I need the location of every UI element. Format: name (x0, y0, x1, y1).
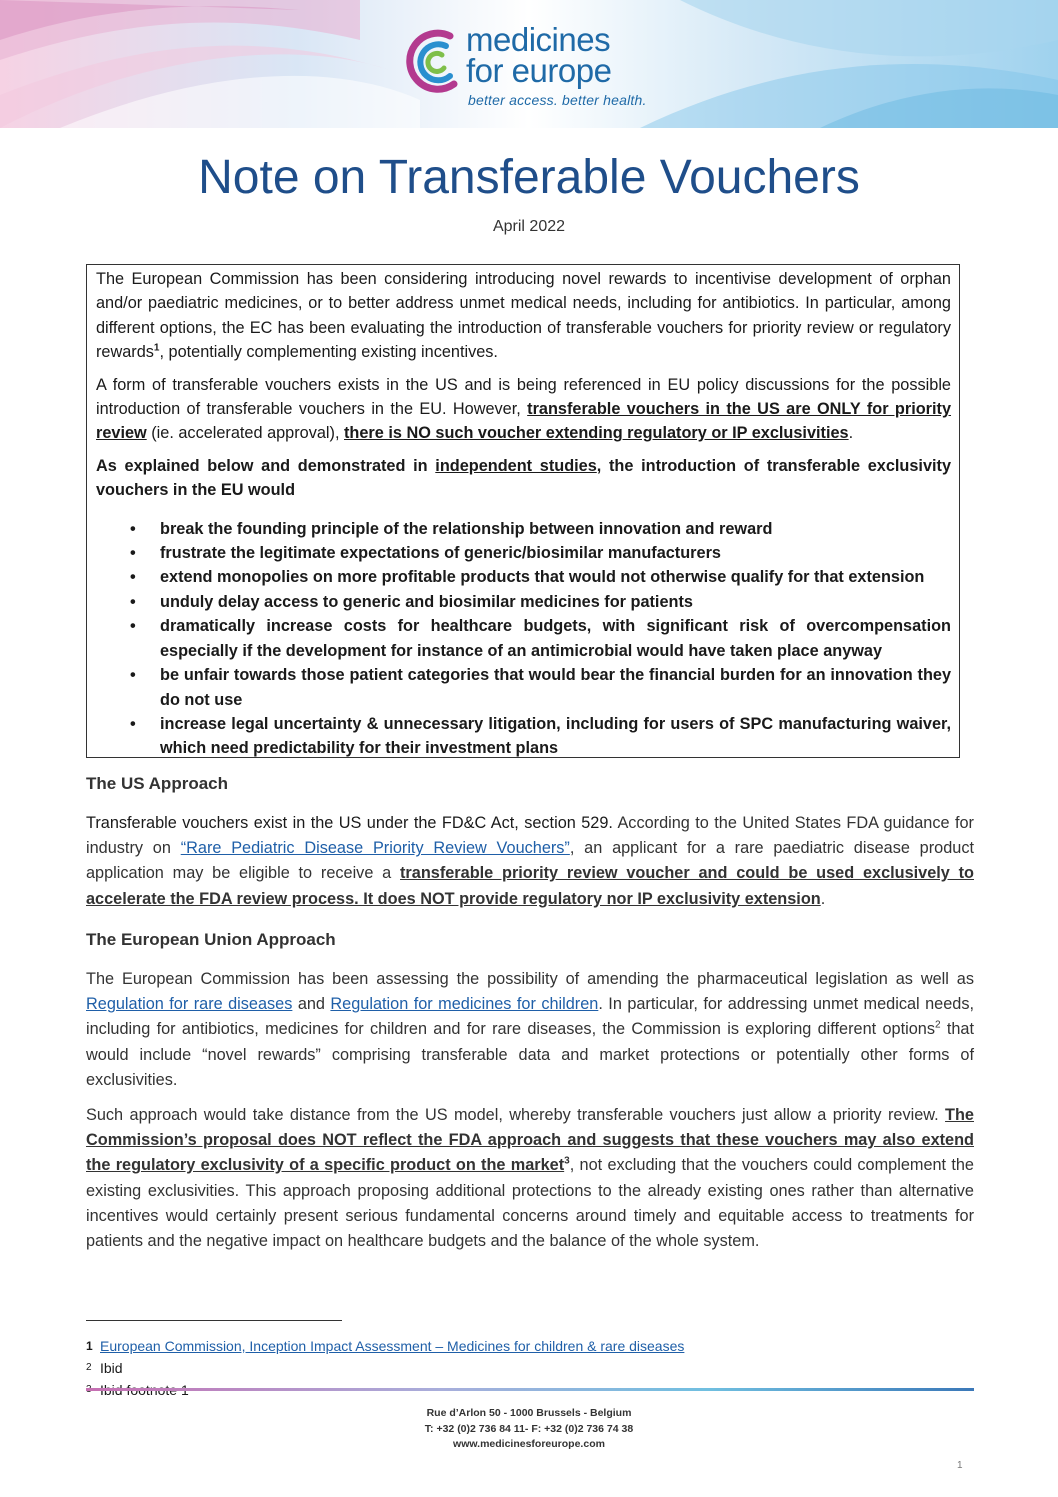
list-item-text: break the founding principle of the relationship between innovation and reward (160, 519, 773, 538)
list-item-text: dramatically increase costs for healthcare budgets, with significant risk of overcompensation especially if the development for instance of an antimicrobial would have taken place anyway (160, 617, 951, 660)
logo-tagline: better access. better health. (468, 92, 647, 108)
summary-p3-start: As explained below and demonstrated in (96, 456, 436, 475)
bullet-icon: • (130, 592, 136, 611)
footnote-ref-2[interactable]: 2 (934, 1019, 941, 1031)
summary-p2-mid: (ie. accelerated approval), (146, 424, 344, 443)
summary-paragraph-3 (96, 454, 951, 503)
list-item (96, 590, 951, 614)
footnote-1 (86, 1335, 684, 1357)
us-p-start: Transferable vouchers exist in the US under the FD&C Act, section 529. (86, 814, 613, 832)
page-footer (0, 1406, 1058, 1453)
logo-line-1: medicines (466, 21, 611, 58)
eu-p1-start: The European Commission has been assessing the possibility of amending the pharmaceutical legislation as well as (86, 970, 974, 988)
document-date: April 2022 (492, 218, 566, 235)
footer-divider (86, 1388, 974, 1391)
footer-address: Rue d’Arlon 50 - 1000 Brussels - Belgium (426, 1407, 632, 1419)
list-item (96, 614, 951, 663)
logo-wordmark (466, 21, 612, 89)
rare-diseases-regulation-link[interactable]: Regulation for rare diseases (86, 995, 293, 1014)
us-p-mid-2: , an applicant for a rare paediatric disease product application may be eligible to receive a (86, 839, 974, 883)
list-item (96, 565, 951, 589)
summary-box (86, 264, 960, 758)
eu-approach-paragraph-1 (86, 967, 974, 1093)
eu-approach-section (86, 930, 974, 1254)
list-item-text: extend monopolies on more profitable products that would not otherwise qualify for that extension (160, 568, 925, 587)
summary-p2-emphasis-2: there is NO such voucher extending regulatory or IP exclusivities (344, 424, 849, 443)
list-item (96, 663, 951, 712)
us-approach-paragraph (86, 811, 974, 912)
summary-paragraph-2 (96, 373, 951, 446)
footnotes (86, 1335, 684, 1401)
footnote-2 (86, 1357, 684, 1379)
list-item-text: unduly delay access to generic and biosimilar medicines for patients (160, 592, 693, 611)
list-item (96, 712, 951, 761)
header-banner (0, 0, 1058, 128)
bullet-icon: • (130, 544, 136, 563)
summary-paragraph-1 (96, 267, 951, 365)
footnote-number: 1 (86, 1339, 93, 1353)
consequences-list (96, 517, 951, 761)
eu-p2-start: Such approach would take distance from the US model, whereby transferable vouchers just allow a priority review. (86, 1106, 946, 1125)
summary-p2-start: A form of transferable vouchers exists in the US and is being referenced in EU policy discussions for the possible introduction of transferable vouchers in the EU. However, (96, 375, 951, 419)
us-p-emphasis: transferable priority review voucher and could be used exclusively to accelerate the FDA review process. It does NOT provide regulatory nor IP exclusivity extension (86, 864, 975, 908)
footnote-ref-3[interactable]: 3 (564, 1156, 570, 1167)
independent-studies-link[interactable]: independent studies (435, 456, 597, 475)
bullet-icon: • (130, 714, 136, 733)
page-number: 1 (957, 1460, 963, 1471)
us-approach-section (86, 774, 974, 912)
eu-p2-emphasis: The Commission’s proposal does NOT reflect the FDA approach and suggests that these vouchers may also extend the regulatory exclusivity of a specific product on the market (86, 1106, 974, 1175)
footnote-text: Ibid (100, 1360, 123, 1376)
summary-p2-end: . (848, 424, 854, 443)
us-approach-heading: The US Approach (86, 774, 228, 793)
inception-impact-assessment-link[interactable]: European Commission, Inception Impact Assessment – Medicines for children & rare diseases (100, 1338, 685, 1354)
footnote-ref-1[interactable]: 1 (153, 342, 160, 354)
children-medicines-regulation-link[interactable]: Regulation for medicines for children (330, 995, 599, 1014)
eu-approach-heading: The European Union Approach (86, 930, 336, 949)
bullet-icon: • (130, 519, 136, 538)
page-title: Note on Transferable Vouchers (198, 151, 860, 204)
footnote-number: 2 (86, 1362, 92, 1373)
list-item-text: frustrate the legitimate expectations of generic/biosimilar manufacturers (160, 544, 721, 563)
us-p-end: . (820, 889, 826, 908)
list-item (96, 541, 951, 565)
footer-website-link[interactable]: www.medicinesforeurope.com (453, 1438, 605, 1450)
logo-line-2: for europe (466, 52, 612, 89)
list-item-text: increase legal uncertainty & unnecessary litigation, including for users of SPC manufacturing waiver, which need predictability for their investment plans (160, 714, 951, 758)
eu-p1-mid: . In particular, for addressing unmet medical needs, including for antibiotics, medicines for children and for rare diseases, the Commission is exploring different options (86, 995, 974, 1039)
summary-p1-end: , potentially complementing existing incentives. (159, 343, 498, 362)
summary-p1-text: The European Commission has been considering introducing novel rewards to incentivise development of orphan and/or paediatric medicines, or to better address unmet medical needs, including for antibiotics. In particular, among different options, the EC has been evaluating the introduction of transferable vouchers for priority review or regulatory rewards (96, 270, 951, 362)
medicines-for-europe-logo (400, 21, 660, 116)
list-item (96, 517, 951, 541)
us-p-mid-1: According to the United States FDA guidance for industry on (86, 814, 974, 858)
logo-mark-icon (400, 28, 462, 94)
bullet-icon: • (130, 666, 136, 685)
eu-approach-paragraph-2 (86, 1103, 974, 1254)
footnote-separator (86, 1320, 342, 1321)
eu-p1-and: and (292, 995, 331, 1014)
summary-p3-end: , the introduction of transferable exclusivity vouchers in the EU would (96, 456, 951, 500)
summary-p2-emphasis-1: transferable vouchers in the US are ONLY for priority review (96, 400, 952, 443)
eu-p1-end: that would include “novel rewards” comprising transferable data and market protections or potentially other forms of exclusivities. (86, 1020, 974, 1089)
fda-voucher-guidance-link[interactable]: “Rare Pediatric Disease Priority Review Vouchers” (180, 839, 570, 858)
eu-p2-end: , not excluding that the vouchers could complement the existing exclusivities. This approach proposing additional protections to the already existing ones rather than alternative incentives would certainly present serious fundamental concerns around timely and equitable access to treatments for patients and the negative impact on healthcare budgets and the balance of the whole system. (86, 1156, 974, 1251)
footer-phone: T: +32 (0)2 736 84 11- F: +32 (0)2 736 74 38 (424, 1422, 634, 1435)
list-item-text: be unfair towards those patient categories that would bear the financial burden for an innovation they do not use (160, 666, 951, 709)
bullet-icon: • (130, 568, 136, 587)
bullet-icon: • (130, 617, 136, 636)
